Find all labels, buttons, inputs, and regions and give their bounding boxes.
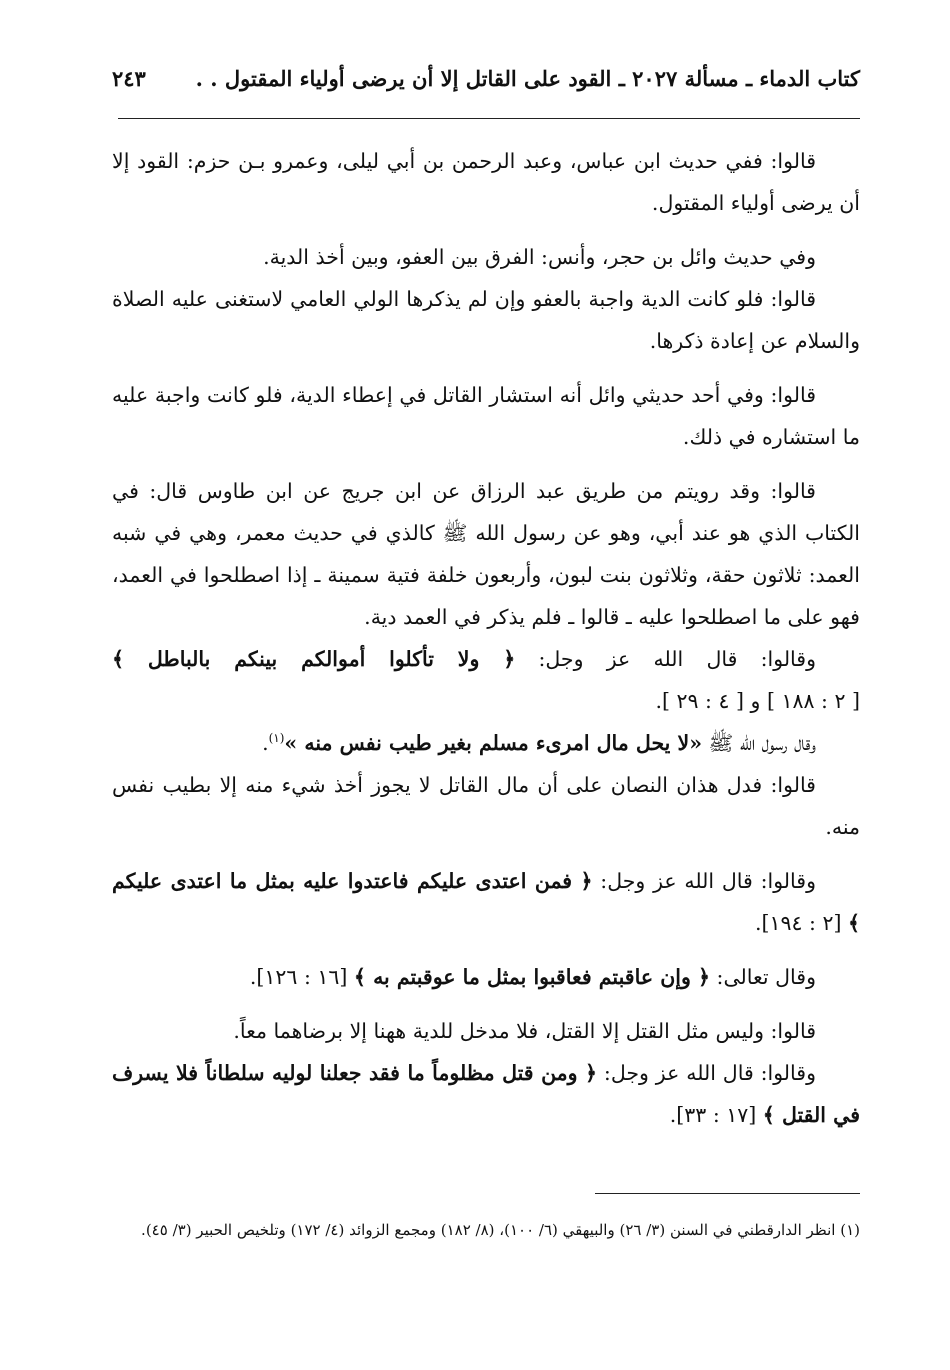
paragraph-text: قالوا: وليس مثل القتل إلا القتل، فلا مدخل للدية ههنا إلا برضاهما معاً. <box>233 1019 816 1043</box>
paragraph-7 <box>112 722 860 764</box>
quran-quote: ﴿ وإن عاقبتم فعاقبوا بمثل ما عوقبتم به ﴾ <box>353 965 711 989</box>
quran-quote: ﴿ ولا تأكلوا أموالكم بينكم بالباطل ﴾ <box>112 647 516 671</box>
paragraph-intro: وقال رسول الله ﷺ <box>702 731 816 755</box>
verse-reference: [٢ : ١٩٤]. <box>754 911 848 935</box>
quran-quote: ﴿ ومن قتل مظلوماً ما فقد جعلنا لوليه سلطاناً فلا يسرف في القتل ﴾ <box>112 1061 860 1127</box>
paragraph-text: قالوا: فدل هذان النصان على أن مال القاتل لا يجوز أخذ شيء منه إلا بطيب نفس منه. <box>112 773 860 839</box>
header-divider <box>118 118 860 119</box>
paragraph-text: قالوا: وقد رويتم من طريق عبد الرزاق عن ابن جريج عن ابن طاوس قال: في الكتاب الذي هو عند أبي، وهو عن رسول الله ﷺ كالذي في حديث معمر، وهي في شبه العمد: ثلاثون حقة، وثلاثون بنت لبون، وأربعون خلفة فتية سمينة ـ إذا اصطلحوا في العمد، فهو على ما اصطلحوا عليه ـ قالوا ـ فلم يذكر في العمد دية. <box>112 479 860 629</box>
paragraph-text: قالوا: فلو كانت الدية واجبة بالعفو وإن لم يذكرها الولي العامي لاستغنى عليه الصلاة والسلام عن إعادة ذكرها. <box>112 287 860 353</box>
paragraph-tail: . <box>262 731 269 755</box>
quran-quote: ﴿ فمن اعتدى عليكم فاعتدوا عليه بمثل ما اعتدى عليكم ﴾ <box>112 869 860 935</box>
paragraph-9 <box>112 860 860 944</box>
paragraph-11 <box>112 1010 860 1052</box>
paragraph-3 <box>112 278 860 362</box>
footnote: (١) انظر الدارقطني في السنن (٣/ ٢٦) والبيهقي (٦/ ١٠٠)، (٨/ ١٨٢) ومجمع الزوائد (٤/ ١٧٢) وتلخيص الحبير (٣/ ٤٥). <box>141 1221 860 1239</box>
paragraph-4 <box>112 374 860 458</box>
verse-reference: [١٦ : ١٢٦]. <box>249 965 354 989</box>
paragraph-5 <box>112 470 860 638</box>
paragraph-2 <box>112 236 860 278</box>
paragraph-1 <box>112 140 860 224</box>
paragraph-text: وفي حديث وائل بن حجر، وأنس: الفرق بين العفو، وبين أخذ الدية. <box>263 245 816 269</box>
paragraph-intro: وقال تعالى: <box>710 965 816 989</box>
running-title: كتاب الدماء ـ مسألة ٢٠٢٧ ـ القود على القاتل إلا أن يرضى أولياء المقتول . . <box>195 66 860 91</box>
paragraph-intro: وقالوا: قال الله عز وجل: <box>597 1061 816 1085</box>
footnote-divider <box>595 1193 860 1194</box>
verse-reference: [ ٢ : ١٨٨ ] و [ ٤ : ٢٩ ]. <box>655 689 860 713</box>
verse-reference: [١٧ : ٣٣]. <box>669 1103 763 1127</box>
paragraph-text: قالوا: ففي حديث ابن عباس، وعبد الرحمن بن أبي ليلى، وعمرو بـن حزم: القود إلا أن يرضى أولياء المقتول. <box>112 149 860 215</box>
paragraph-6 <box>112 638 860 722</box>
page-header <box>112 66 860 91</box>
page-number: ٢٤٣ <box>112 66 146 91</box>
footnote-marker: (١) <box>268 731 285 746</box>
paragraph-10 <box>112 956 860 998</box>
paragraph-12 <box>112 1052 860 1136</box>
paragraph-intro: وقالوا: قال الله عز وجل: <box>515 647 817 671</box>
paragraph-intro: وقالوا: قال الله عز وجل: <box>592 869 816 893</box>
paragraph-text: قالوا: وفي أحد حديثي وائل أنه استشار القاتل في إعطاء الدية، فلو كانت واجبة عليه ما استشاره في ذلك. <box>112 383 860 449</box>
page-body <box>112 140 860 1136</box>
hadith-quote: «لا يحل مال امرىء مسلم بغير طيب نفس منه » <box>284 731 703 755</box>
paragraph-8 <box>112 764 860 848</box>
